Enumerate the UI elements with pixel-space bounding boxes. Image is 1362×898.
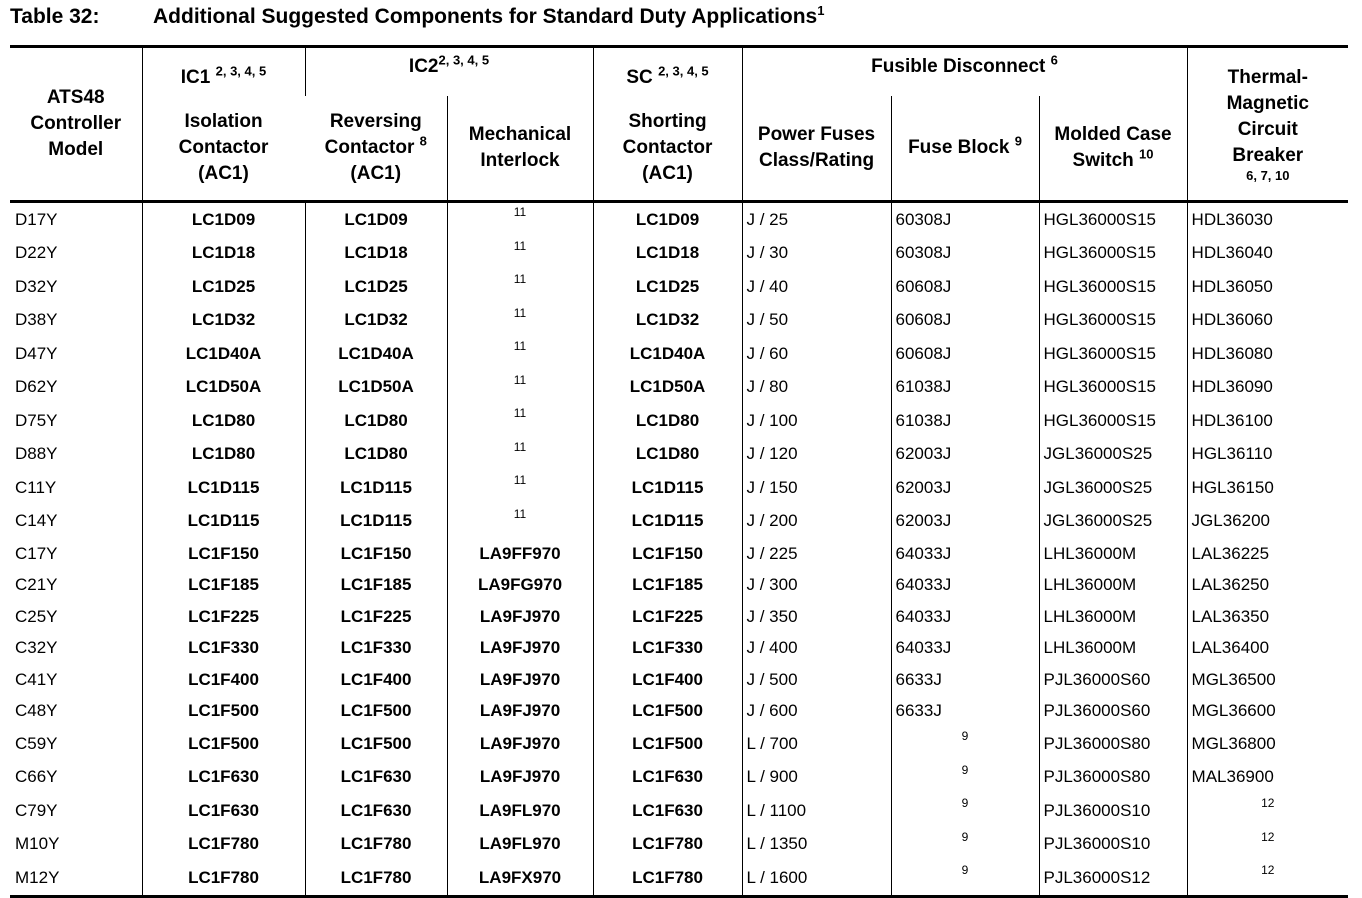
table-cell: LA9FJ970 bbox=[447, 761, 593, 795]
table-cell: PJL36000S10 bbox=[1039, 828, 1187, 862]
table-cell: L / 900 bbox=[742, 761, 891, 795]
table-cell: LC1D32 bbox=[593, 304, 742, 338]
table-cell: J / 120 bbox=[742, 438, 891, 472]
table-cell: LHL36000M bbox=[1039, 538, 1187, 570]
model-cell: M10Y bbox=[15, 834, 60, 854]
table-number: Table 32: bbox=[10, 5, 100, 28]
model-cell: C32Y bbox=[15, 638, 58, 658]
table-cell: LC1D80 bbox=[305, 438, 447, 472]
table-cell: LHL36000M bbox=[1039, 601, 1187, 633]
table-cell: 62003J bbox=[891, 505, 1039, 539]
table-cell: L / 1100 bbox=[742, 794, 891, 828]
table-cell: LC1D80 bbox=[142, 438, 305, 472]
header-molded-case: Molded Case Switch $^{10}$ bbox=[1039, 96, 1187, 202]
footnote-ref: 11 bbox=[447, 237, 593, 271]
table-cell: LC1F630 bbox=[593, 794, 742, 828]
table-cell: HDL36030 bbox=[1187, 202, 1348, 237]
model-cell: D47Y bbox=[15, 343, 58, 363]
footnote-ref: 9 bbox=[891, 861, 1039, 896]
table-cell: LC1D18 bbox=[305, 237, 447, 271]
table-cell: LA9FX970 bbox=[447, 861, 593, 896]
table-cell: LC1D32 bbox=[305, 304, 447, 338]
header-power-fuses: Power Fuses Class/Rating bbox=[742, 96, 891, 202]
table-cell: 60308J bbox=[891, 237, 1039, 271]
table-cell: 60608J bbox=[891, 270, 1039, 304]
table-cell: LC1D50A bbox=[593, 371, 742, 405]
footnote-ref: 11 bbox=[447, 304, 593, 338]
footnote-ref: 11 bbox=[447, 371, 593, 405]
table-cell: LA9FJ970 bbox=[447, 633, 593, 665]
footnote-ref: 11 bbox=[447, 337, 593, 371]
model-cell: C11Y bbox=[15, 477, 57, 497]
model-cell: D32Y bbox=[15, 276, 58, 296]
table-cell: 64033J bbox=[891, 601, 1039, 633]
table-cell: J / 225 bbox=[742, 538, 891, 570]
table-cell: LC1F500 bbox=[593, 727, 742, 761]
table-cell: HDL36080 bbox=[1187, 337, 1348, 371]
table-cell: LC1D32 bbox=[142, 304, 305, 338]
table-cell: LC1F225 bbox=[593, 601, 742, 633]
model-cell: C59Y bbox=[15, 733, 58, 753]
table-row bbox=[10, 202, 1348, 237]
footnote-ref: 11 bbox=[447, 404, 593, 438]
table-cell: LHL36000M bbox=[1039, 570, 1187, 602]
footnote-ref: 12 bbox=[1187, 794, 1348, 828]
footnote-ref: 12 bbox=[1187, 828, 1348, 862]
table-cell: LA9FJ970 bbox=[447, 601, 593, 633]
table-cell: LC1D50A bbox=[142, 371, 305, 405]
header-interlock: Mechanical Interlock bbox=[447, 96, 593, 202]
table-cell: LHL36000M bbox=[1039, 633, 1187, 665]
table-cell: HGL36150 bbox=[1187, 471, 1348, 505]
footnote-ref: 9 bbox=[891, 828, 1039, 862]
table-cell: 64033J bbox=[891, 570, 1039, 602]
table-cell: L / 700 bbox=[742, 727, 891, 761]
table-cell: LC1D80 bbox=[593, 438, 742, 472]
table-title bbox=[10, 3, 824, 29]
model-cell: C41Y bbox=[15, 669, 58, 689]
table-cell: LC1D40A bbox=[305, 337, 447, 371]
table-cell: JGL36000S25 bbox=[1039, 505, 1187, 539]
header-fuse-block: Fuse Block $^9$ bbox=[891, 96, 1039, 202]
table-row bbox=[10, 505, 1348, 539]
model-cell: D22Y bbox=[15, 243, 58, 263]
table-row bbox=[10, 696, 1348, 728]
footnote-ref: 11 bbox=[447, 471, 593, 505]
breaker-footnotes: 6, 7, 10 bbox=[1246, 168, 1290, 183]
table-cell: J / 400 bbox=[742, 633, 891, 665]
table-cell: HDL36060 bbox=[1187, 304, 1348, 338]
model-cell: C25Y bbox=[15, 606, 58, 626]
table-cell: LC1F400 bbox=[305, 664, 447, 696]
table-cell: LC1F780 bbox=[305, 828, 447, 862]
table-cell: HDL36050 bbox=[1187, 270, 1348, 304]
table-cell: LC1F150 bbox=[142, 538, 305, 570]
table-cell: LC1F500 bbox=[593, 696, 742, 728]
footnote-ref: 11 bbox=[447, 202, 593, 237]
table-cell: MGL36500 bbox=[1187, 664, 1348, 696]
table-cell: LC1F630 bbox=[142, 761, 305, 795]
table-cell: LC1F780 bbox=[593, 828, 742, 862]
footnote-ref: 11 bbox=[447, 270, 593, 304]
table-cell: LC1F330 bbox=[593, 633, 742, 665]
table-cell: LA9FG970 bbox=[447, 570, 593, 602]
table-cell: J / 300 bbox=[742, 570, 891, 602]
model-cell: C21Y bbox=[15, 575, 58, 595]
header-reversing: Reversing Contactor $^8$ (AC1) bbox=[305, 96, 447, 202]
table-cell: J / 80 bbox=[742, 371, 891, 405]
table-cell: LC1F185 bbox=[593, 570, 742, 602]
table-cell: HGL36000S15 bbox=[1039, 337, 1187, 371]
table-cell: 61038J bbox=[891, 404, 1039, 438]
table-cell: MGL36600 bbox=[1187, 696, 1348, 728]
table-row bbox=[10, 664, 1348, 696]
table-cell: LC1D115 bbox=[142, 471, 305, 505]
table-cell: MGL36800 bbox=[1187, 727, 1348, 761]
table-cell: J / 50 bbox=[742, 304, 891, 338]
table-cell: LC1F400 bbox=[142, 664, 305, 696]
table-cell: LA9FL970 bbox=[447, 828, 593, 862]
model-cell: D17Y bbox=[15, 209, 58, 229]
table-cell: J / 150 bbox=[742, 471, 891, 505]
table-cell: LA9FF970 bbox=[447, 538, 593, 570]
table-cell: LC1F500 bbox=[305, 727, 447, 761]
table-cell: LC1F185 bbox=[142, 570, 305, 602]
table-row bbox=[10, 371, 1348, 405]
model-cell: D75Y bbox=[15, 410, 58, 430]
table-cell: LC1D18 bbox=[593, 237, 742, 271]
table-cell: PJL36000S12 bbox=[1039, 861, 1187, 896]
table-row bbox=[10, 861, 1348, 896]
table-cell: LC1D115 bbox=[305, 505, 447, 539]
table-cell: LAL36225 bbox=[1187, 538, 1348, 570]
table-cell: LC1D09 bbox=[593, 202, 742, 237]
table-cell: LC1D25 bbox=[593, 270, 742, 304]
table-body bbox=[10, 202, 1348, 897]
table-row bbox=[10, 538, 1348, 570]
table-cell: J / 200 bbox=[742, 505, 891, 539]
table-cell: HGL36000S15 bbox=[1039, 270, 1187, 304]
table-cell: 64033J bbox=[891, 538, 1039, 570]
table-row bbox=[10, 570, 1348, 602]
table-cell: LAL36250 bbox=[1187, 570, 1348, 602]
header-breaker: Thermal- Magnetic Circuit Breaker 6, 7, 10 bbox=[1187, 47, 1348, 202]
table-row bbox=[10, 471, 1348, 505]
table-cell: 62003J bbox=[891, 438, 1039, 472]
table-cell: J / 25 bbox=[742, 202, 891, 237]
table-cell: HDL36090 bbox=[1187, 371, 1348, 405]
table-row bbox=[10, 761, 1348, 795]
table-cell: J / 30 bbox=[742, 237, 891, 271]
table-cell: LC1D80 bbox=[593, 404, 742, 438]
model-cell: D62Y bbox=[15, 377, 58, 397]
table-cell: LC1F185 bbox=[305, 570, 447, 602]
table-cell: LC1D50A bbox=[305, 371, 447, 405]
table-cell: HGL36110 bbox=[1187, 438, 1348, 472]
table-cell: 61038J bbox=[891, 371, 1039, 405]
table-cell: HGL36000S15 bbox=[1039, 237, 1187, 271]
table-cell: LC1D18 bbox=[142, 237, 305, 271]
table-cell: JGL36200 bbox=[1187, 505, 1348, 539]
table-title-text: Additional Suggested Components for Standard Duty Applications bbox=[153, 5, 818, 28]
table-cell: 62003J bbox=[891, 471, 1039, 505]
table-row bbox=[10, 828, 1348, 862]
table-row bbox=[10, 237, 1348, 271]
model-cell: C66Y bbox=[15, 767, 58, 787]
table-cell: LC1F630 bbox=[305, 794, 447, 828]
table-cell: HDL36040 bbox=[1187, 237, 1348, 271]
table-cell: LC1F330 bbox=[305, 633, 447, 665]
table-cell: LC1D115 bbox=[305, 471, 447, 505]
table-cell: 64033J bbox=[891, 633, 1039, 665]
table-cell: LA9FL970 bbox=[447, 794, 593, 828]
table-cell: LC1F780 bbox=[142, 828, 305, 862]
table-cell: LC1F225 bbox=[305, 601, 447, 633]
table-cell: LC1F630 bbox=[142, 794, 305, 828]
table-row bbox=[10, 270, 1348, 304]
model-cell: C14Y bbox=[15, 511, 58, 531]
header-ic1: IC1 $^{2, 3, 4, 5}$ Isolation Contactor (AC1) bbox=[142, 47, 305, 202]
table-cell: LC1D25 bbox=[142, 270, 305, 304]
table-cell: 6633J bbox=[891, 696, 1039, 728]
footnote-ref: 9 bbox=[891, 761, 1039, 795]
table-cell: LC1D115 bbox=[593, 471, 742, 505]
table-cell: PJL36000S60 bbox=[1039, 696, 1187, 728]
table-cell: J / 60 bbox=[742, 337, 891, 371]
table-cell: LC1F330 bbox=[142, 633, 305, 665]
footnote-ref: 9 bbox=[891, 794, 1039, 828]
model-cell: C48Y bbox=[15, 701, 58, 721]
table-row bbox=[10, 601, 1348, 633]
header-sc: SC $^{2, 3, 4, 5}$ Shorting Contactor (AC1) bbox=[593, 47, 742, 202]
table-cell: LA9FJ970 bbox=[447, 696, 593, 728]
table-cell: PJL36000S80 bbox=[1039, 761, 1187, 795]
table-row bbox=[10, 633, 1348, 665]
table-cell: HDL36100 bbox=[1187, 404, 1348, 438]
table-cell: L / 1350 bbox=[742, 828, 891, 862]
table-cell: LC1D40A bbox=[142, 337, 305, 371]
title-footnote: 1 bbox=[817, 3, 825, 18]
table-cell: J / 350 bbox=[742, 601, 891, 633]
model-cell: C17Y bbox=[15, 543, 58, 563]
table-cell: LAL36400 bbox=[1187, 633, 1348, 665]
table-cell: LC1F500 bbox=[142, 696, 305, 728]
table-cell: LC1D25 bbox=[305, 270, 447, 304]
table-row bbox=[10, 727, 1348, 761]
model-cell: D88Y bbox=[15, 444, 58, 464]
table-cell: LC1F630 bbox=[305, 761, 447, 795]
table-row bbox=[10, 404, 1348, 438]
components-table bbox=[10, 45, 1348, 898]
table-row bbox=[10, 304, 1348, 338]
model-cell: D38Y bbox=[15, 310, 58, 330]
table-cell: LC1D80 bbox=[142, 404, 305, 438]
table-cell: J / 40 bbox=[742, 270, 891, 304]
model-cell: C79Y bbox=[15, 800, 58, 820]
table-cell: LC1F400 bbox=[593, 664, 742, 696]
table-cell: PJL36000S80 bbox=[1039, 727, 1187, 761]
footnote-ref: 11 bbox=[447, 505, 593, 539]
table-cell: LC1D40A bbox=[593, 337, 742, 371]
table-cell: LC1D115 bbox=[593, 505, 742, 539]
table-cell: LC1D80 bbox=[305, 404, 447, 438]
table-cell: LC1F780 bbox=[142, 861, 305, 896]
table-cell: LAL36350 bbox=[1187, 601, 1348, 633]
table-cell: JGL36000S25 bbox=[1039, 438, 1187, 472]
table-cell: HGL36000S15 bbox=[1039, 202, 1187, 237]
model-cell: M12Y bbox=[10, 861, 142, 896]
table-cell: LC1F500 bbox=[142, 727, 305, 761]
table-cell: JGL36000S25 bbox=[1039, 471, 1187, 505]
table-cell: HGL36000S15 bbox=[1039, 404, 1187, 438]
header-model: ATS48 Controller Model bbox=[10, 47, 142, 202]
table-cell: J / 600 bbox=[742, 696, 891, 728]
table-cell: LC1F630 bbox=[593, 761, 742, 795]
table-cell: PJL36000S60 bbox=[1039, 664, 1187, 696]
table-cell: LC1F225 bbox=[142, 601, 305, 633]
table-cell: LC1F150 bbox=[593, 538, 742, 570]
table-cell: HGL36000S15 bbox=[1039, 304, 1187, 338]
table-cell: LC1F500 bbox=[305, 696, 447, 728]
table-cell: LA9FJ970 bbox=[447, 727, 593, 761]
table-cell: HGL36000S15 bbox=[1039, 371, 1187, 405]
table-cell: LC1D115 bbox=[142, 505, 305, 539]
table-cell: LC1F780 bbox=[305, 861, 447, 896]
table-cell: LA9FJ970 bbox=[447, 664, 593, 696]
table-cell: J / 100 bbox=[742, 404, 891, 438]
header-ic2: IC2$^{2, 3, 4, 5}$ bbox=[305, 47, 593, 97]
table-cell: L / 1600 bbox=[742, 861, 891, 896]
footnote-ref: 9 bbox=[891, 727, 1039, 761]
footnote-ref: 12 bbox=[1187, 861, 1348, 896]
table-cell: MAL36900 bbox=[1187, 761, 1348, 795]
table-cell: LC1F780 bbox=[593, 861, 742, 896]
table-row bbox=[10, 438, 1348, 472]
table-row bbox=[10, 794, 1348, 828]
table-cell: J / 500 bbox=[742, 664, 891, 696]
table-cell: 60608J bbox=[891, 337, 1039, 371]
table-cell: 6633J bbox=[891, 664, 1039, 696]
header-fusible-disconnect: Fusible Disconnect $^6$ bbox=[742, 47, 1187, 97]
table-row bbox=[10, 337, 1348, 371]
footnote-ref: 11 bbox=[447, 438, 593, 472]
table-cell: 60308J bbox=[891, 202, 1039, 237]
table-cell: LC1D09 bbox=[305, 202, 447, 237]
table-cell: LC1D09 bbox=[142, 202, 305, 237]
table-cell: PJL36000S10 bbox=[1039, 794, 1187, 828]
table-cell: LC1F150 bbox=[305, 538, 447, 570]
table-cell: 60608J bbox=[891, 304, 1039, 338]
